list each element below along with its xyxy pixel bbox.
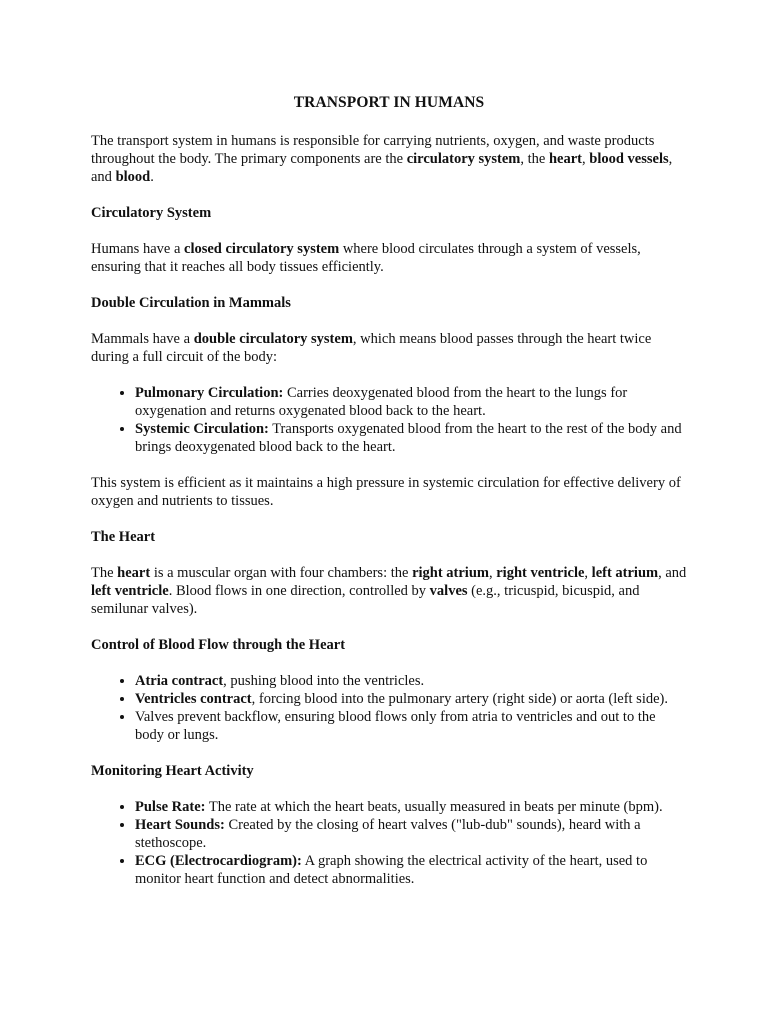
text-run: where blood circulates through a system of vessels, ensuring that it reaches all body tissues efficiently. — [91, 241, 641, 275]
section-paragraph — [91, 240, 687, 276]
text-run: , which means blood passes through the heart twice during a full circuit of the body: — [91, 331, 652, 365]
sections-container — [91, 204, 687, 888]
text-run: , forcing blood into the pulmonary artery (right side) or aorta (left side). — [251, 691, 668, 707]
list-item — [135, 672, 687, 690]
document-title: TRANSPORT IN HUMANS — [293, 94, 485, 111]
text-run: is a muscular organ with four chambers: the — [150, 565, 413, 581]
text-run: , the — [520, 151, 549, 167]
list-item — [135, 690, 687, 708]
section-paragraph — [91, 564, 687, 618]
section-paragraph — [91, 330, 687, 366]
text-run: , and — [91, 151, 673, 185]
bold-text: blood vessels — [589, 151, 669, 167]
bold-text: heart — [117, 565, 151, 581]
text-run: The — [91, 565, 118, 581]
bold-text: Pulse Rate: — [135, 799, 206, 815]
bold-text: closed circulatory system — [184, 241, 340, 257]
bold-text: circulatory system — [406, 151, 521, 167]
section-heading: Circulatory System — [91, 205, 212, 221]
text-run: Created by the closing of heart valves ("lub-dub" sounds), heard with a stethoscope. — [135, 817, 641, 851]
list-item — [135, 852, 687, 888]
bullet-list — [91, 384, 687, 456]
text-run: Mammals have a — [91, 331, 194, 347]
text-run: A graph showing the electrical activity of the heart, used to monitor heart function and detect abnormalities. — [135, 853, 648, 887]
text-run: Carries deoxygenated blood from the heart to the lungs for oxygenation and returns oxygenated blood back to the heart. — [135, 385, 628, 419]
list-item — [135, 384, 687, 420]
text-run: (e.g., tricuspid, bicuspid, and semilunar valves). — [91, 583, 640, 617]
bold-text: left atrium — [591, 565, 659, 581]
list-item — [135, 798, 687, 816]
text-run: The transport system in humans is responsible for carrying nutrients, oxygen, and waste products throughout the body. The primary components are the — [91, 133, 655, 167]
text-run: This system is efficient as it maintains a high pressure in systemic circulation for effective delivery of oxygen and nutrients to tissues. — [91, 475, 681, 509]
section-heading: The Heart — [91, 529, 156, 545]
section-heading: Monitoring Heart Activity — [91, 763, 254, 779]
text-run: . Blood flows in one direction, controlled by — [168, 583, 430, 599]
bold-text: double circulatory system — [193, 331, 353, 347]
text-run: . — [150, 169, 154, 185]
text-run: Transports oxygenated blood from the heart to the rest of the body and brings deoxygenated blood back to the heart. — [135, 421, 682, 455]
bold-text: blood — [115, 169, 151, 185]
bold-text: left ventricle — [91, 583, 169, 599]
text-run: , — [584, 565, 592, 581]
section-paragraph — [91, 474, 687, 510]
section-heading: Double Circulation in Mammals — [91, 295, 291, 311]
bullet-list — [91, 672, 687, 744]
section-heading: Control of Blood Flow through the Heart — [91, 637, 346, 653]
bold-text: Heart Sounds: — [135, 817, 225, 833]
text-run: Humans have a — [91, 241, 185, 257]
text-run: , — [488, 565, 497, 581]
bold-text: Atria contract — [135, 673, 224, 689]
bold-text: right atrium — [412, 565, 489, 581]
list-item — [135, 816, 687, 852]
bold-text: Systemic Circulation: — [135, 421, 269, 437]
text-run: Valves prevent backflow, ensuring blood flows only from atria to ventricles and out to the body or lungs. — [135, 709, 656, 743]
text-run: , — [582, 151, 590, 167]
bold-text: Ventricles contract — [135, 691, 252, 707]
document-body — [91, 94, 687, 906]
intro-paragraph — [91, 132, 687, 186]
text-run: , and — [658, 565, 687, 581]
bold-text: heart — [548, 151, 582, 167]
text-run: The rate at which the heart beats, usually measured in beats per minute (bpm). — [205, 799, 663, 815]
bold-text: Pulmonary Circulation: — [135, 385, 284, 401]
bold-text: ECG (Electrocardiogram): — [135, 853, 302, 869]
bold-text: right ventricle — [496, 565, 585, 581]
list-item — [135, 708, 687, 744]
list-item — [135, 420, 687, 456]
bold-text: valves — [429, 583, 468, 599]
text-run: , pushing blood into the ventricles. — [223, 673, 425, 689]
bullet-list — [91, 798, 687, 888]
